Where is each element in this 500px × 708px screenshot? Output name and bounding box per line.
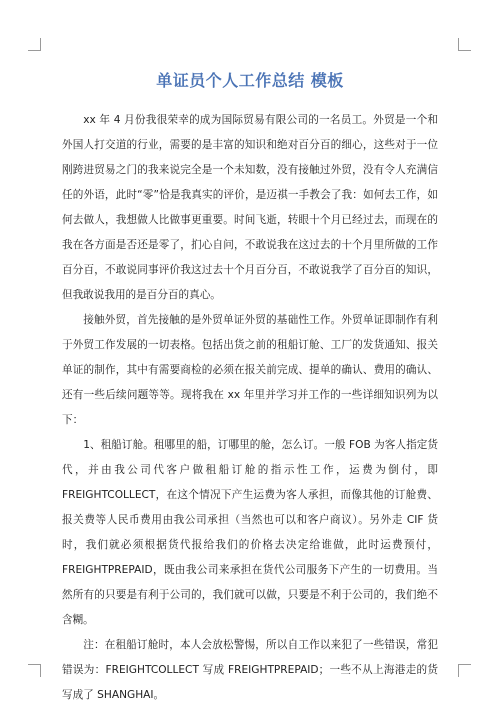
paragraph-chartering: 1、租船订舱。租哪里的船，订哪里的舱，怎么订。一般 FOB 为客人指定货代，并由我公司代客户做租船订舱的指示性工作，运费为倒付，即 FREIGHTCOLLECT，在这个情况下产生运费为客人承担，而像其他的订舱费、报关费等人民币费用由我公司承担（当然也可以和客户商议）。另外走 CIF 货时，我们就必须根据货代报给我们的价格去决定给谁做，此时运费预付，FREIGHTPREPAID，既由我公司来承担在货代公司服务下产生的一切费用。当然所有的只要是有利于公司的，我们就可以做，只要是不利于公司的，我们绝不含糊。 <box>62 439 438 626</box>
paragraph-foreign-trade: 接触外贸，首先接触的是外贸单证外贸的基础性工作。外贸单证即制作有利于外贸工作发展的一切表格。包括出货之前的租船订舱、工厂的发货通知、报关单证的制作，其中有需要商检的必须在报关前完成、提单的确认、费用的确认、还有一些后续问题等等。现将我在 xx 年里并学习并工作的一些详细知识列为以下： <box>62 314 438 426</box>
document-title: 单证员个人工作总结 模板 <box>156 71 344 90</box>
crop-mark-bottom-right <box>458 664 471 677</box>
crop-mark-bottom-left <box>28 664 41 677</box>
document-body <box>62 108 438 708</box>
paragraph-note: 注：在租船订舱时，本人会放松警惕，所以自工作以来犯了一些错误，常犯错误为：FREIGHTCOLLECT 写成 FREIGHTPREPAID；一些不从上海港走的货写成了 SHANGHAI。 <box>62 639 438 701</box>
paragraph-intro: xx 年 4 月份我很荣幸的成为国际贸易有限公司的一名员工。外贸是一个和外国人打交道的行业，需要的是丰富的知识和绝对百分百的细心，这些对于一位刚跨进贸易之门的我来说完全是一个未知数，没有接触过外贸，没有令人充满信任的外语，此时“零”恰是我真实的评价，是迈祺一手教会了我：如何去工作，如何去做人，我想做人比做事更重要。时间飞逝，转眼十个月已经过去，而现在的我在各方面是否还是零了，扪心自问，不敢说我在这过去的十个月里所做的工作百分百，不敢说同事评价我这过去十个月百分百，不敢说我学了百分百的知识，但我敢说我用的是百分百的真心。 <box>62 114 438 301</box>
crop-mark-top-left <box>28 38 41 51</box>
crop-mark-top-right <box>458 38 471 51</box>
